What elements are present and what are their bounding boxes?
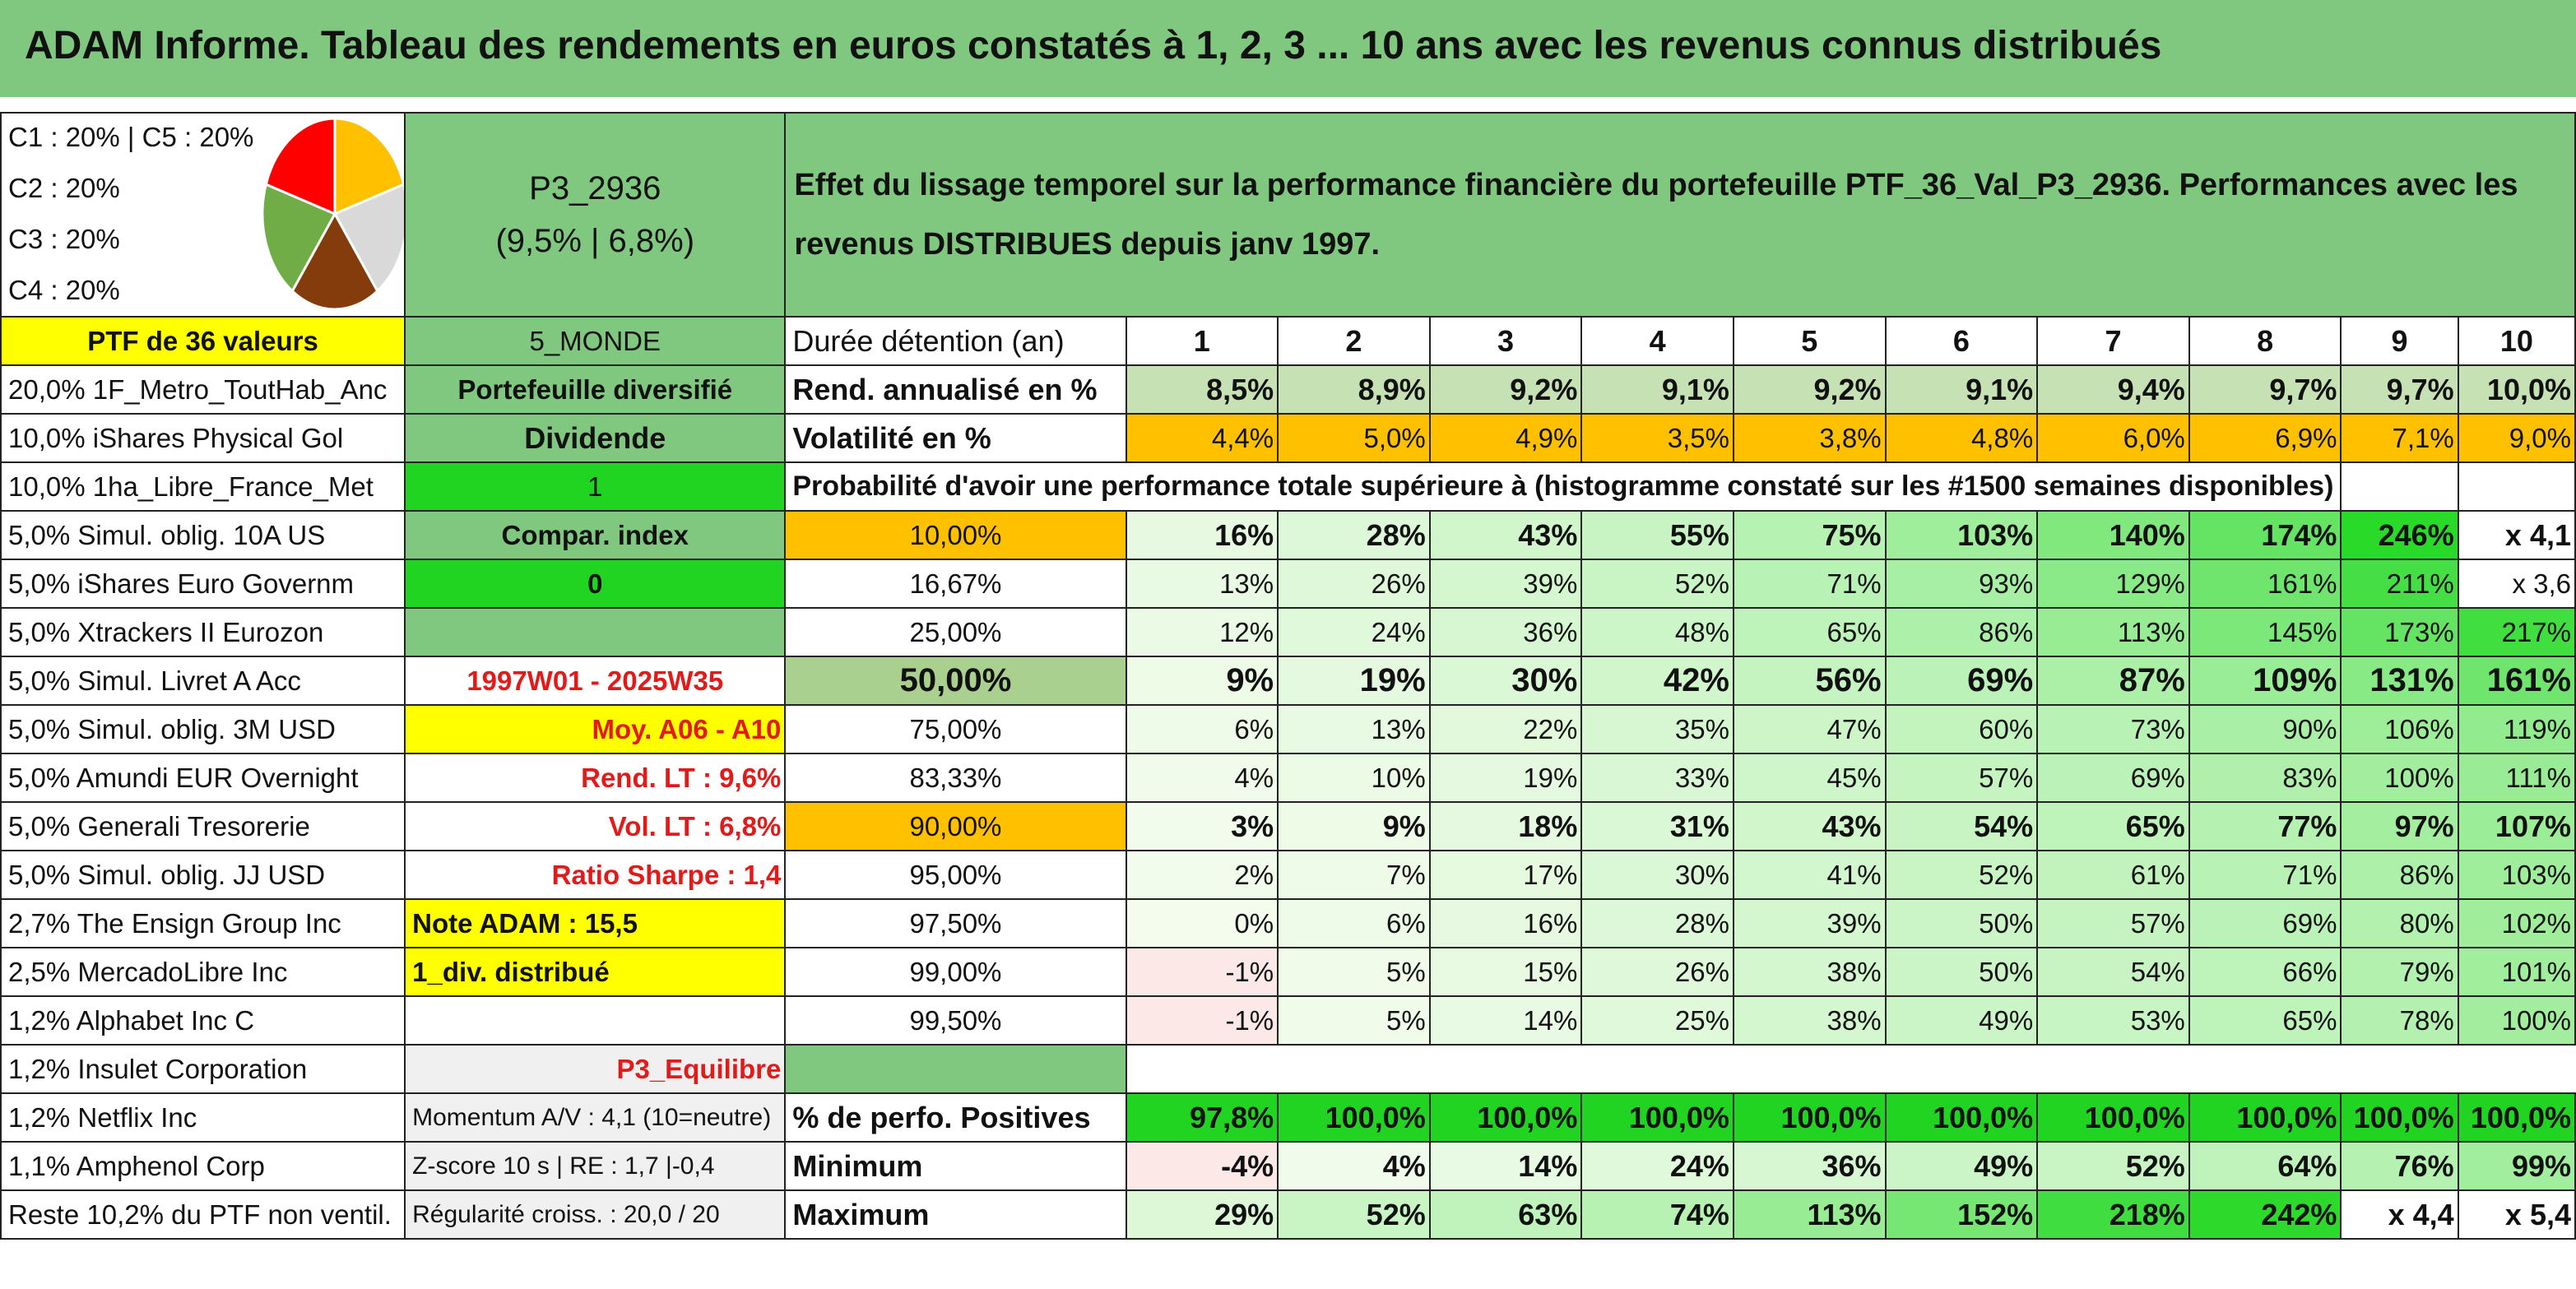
probability-value: 7% — [1278, 851, 1430, 899]
probability-value: 54% — [1886, 802, 2038, 851]
rend-value: 9,4% — [2037, 365, 2189, 414]
probability-value: 36% — [1430, 608, 1582, 656]
probability-value: 38% — [1734, 996, 1886, 1045]
holding-item: 5,0% Xtrackers II Eurozon — [1, 608, 405, 656]
probability-value: 28% — [1581, 899, 1734, 948]
probability-value: 140% — [2037, 511, 2189, 559]
probability-value: 52% — [1886, 851, 2038, 899]
probability-threshold: 95,00% — [785, 851, 1126, 899]
probability-value: 12% — [1126, 608, 1279, 656]
probability-value: 109% — [2189, 656, 2342, 705]
probability-value: 30% — [1581, 851, 1734, 899]
probability-value: 18% — [1430, 802, 1582, 851]
probability-value: 33% — [1581, 753, 1734, 802]
positives-label: % de perfo. Positives — [785, 1093, 1126, 1142]
probability-value: 17% — [1430, 851, 1582, 899]
vol-value: 6,9% — [2189, 414, 2342, 462]
probability-value: 100% — [2458, 996, 2575, 1045]
probability-value: 0% — [1126, 899, 1279, 948]
probability-value: 61% — [2037, 851, 2189, 899]
probability-value: 73% — [2037, 705, 2189, 753]
vol-value: 7,1% — [2341, 414, 2458, 462]
probability-threshold: 10,00% — [785, 511, 1126, 559]
compar-index-label: Compar. index — [405, 511, 785, 559]
legend-line-1: C1 : 20% | C5 : 20% — [8, 122, 254, 152]
probability-value: 100% — [2341, 753, 2458, 802]
holding-item: 5,0% Simul. Livret A Acc — [1, 656, 405, 705]
holding-item: 5,0% Amundi EUR Overnight — [1, 753, 405, 802]
holding-item: 20,0% 1F_Metro_ToutHab_Anc — [1, 365, 405, 414]
probability-value: 19% — [1278, 656, 1430, 705]
vol-value: 6,0% — [2037, 414, 2189, 462]
adam-note: Note ADAM : 15,5 — [405, 899, 785, 948]
rend-lt: Rend. LT : 9,6% — [405, 753, 785, 802]
probability-value: 6% — [1278, 899, 1430, 948]
probability-threshold: 97,50% — [785, 899, 1126, 948]
allocation-pie-chart — [261, 115, 405, 313]
probability-value: 39% — [1734, 899, 1886, 948]
probability-value: 14% — [1430, 996, 1582, 1045]
probability-value: 56% — [1734, 656, 1886, 705]
probability-value: 87% — [2037, 656, 2189, 705]
left-header: PTF de 36 valeurs — [1, 317, 405, 365]
moy-label: Moy. A06 - A10 — [405, 705, 785, 753]
maximum-value: 29% — [1126, 1190, 1279, 1239]
probability-value: 161% — [2458, 656, 2575, 705]
probability-value: 97% — [2341, 802, 2458, 851]
region-label: 5_MONDE — [405, 317, 785, 365]
probability-value: 111% — [2458, 753, 2575, 802]
minimum-value: 52% — [2037, 1142, 2189, 1190]
maximum-label: Maximum — [785, 1190, 1126, 1239]
probability-value: x 3,6 — [2458, 559, 2575, 608]
maximum-value: x 5,4 — [2458, 1190, 2575, 1239]
holding-item: 10,0% 1ha_Libre_France_Met — [1, 462, 405, 511]
probability-value: 28% — [1278, 511, 1430, 559]
probability-value: 246% — [2341, 511, 2458, 559]
probability-value: 129% — [2037, 559, 2189, 608]
positives-value: 100,0% — [2458, 1093, 2575, 1142]
empty-cell — [785, 1045, 1126, 1093]
minimum-value: 36% — [1734, 1142, 1886, 1190]
empty-cell — [405, 996, 785, 1045]
maximum-value: x 4,4 — [2341, 1190, 2458, 1239]
maximum-value: 74% — [1581, 1190, 1734, 1239]
minimum-label: Minimum — [785, 1142, 1126, 1190]
probability-value: 54% — [2037, 948, 2189, 996]
holding-item: 5,0% Generali Tresorerie — [1, 802, 405, 851]
probability-value: 78% — [2341, 996, 2458, 1045]
report-title: ADAM Informe. Tableau des rendements en euros constatés à 1, 2, 3 ... 10 ans avec les revenus connus distribués — [25, 24, 2162, 67]
maximum-value: 218% — [2037, 1190, 2189, 1239]
probability-value: 107% — [2458, 802, 2575, 851]
profile-label: P3_Equilibre — [405, 1045, 785, 1093]
probability-value: 35% — [1581, 705, 1734, 753]
positives-value: 100,0% — [1581, 1093, 1734, 1142]
portfolio-stats: (9,5% | 6,8%) — [495, 223, 695, 259]
probability-threshold: 75,00% — [785, 705, 1126, 753]
holding-item: 2,7% The Ensign Group Inc — [1, 899, 405, 948]
probability-value: x 4,1 — [2458, 511, 2575, 559]
maximum-value: 113% — [1734, 1190, 1886, 1239]
probability-value: 80% — [2341, 899, 2458, 948]
separator — [0, 97, 2576, 112]
probability-value: 79% — [2341, 948, 2458, 996]
performance-table — [0, 112, 2576, 1240]
minimum-value: 14% — [1430, 1142, 1582, 1190]
probability-value: 50% — [1886, 899, 2038, 948]
holding-item: 1,1% Amphenol Corp — [1, 1142, 405, 1190]
probability-value: 19% — [1430, 753, 1582, 802]
holding-item: 5,0% Simul. oblig. 10A US — [1, 511, 405, 559]
div-distrib: 1_div. distribué — [405, 948, 785, 996]
probability-value: 39% — [1430, 559, 1582, 608]
probability-value: 5% — [1278, 996, 1430, 1045]
year-header: 6 — [1886, 317, 2038, 365]
probability-value: 43% — [1430, 511, 1582, 559]
portfolio-code-cell — [405, 113, 785, 317]
rend-value: 9,1% — [1581, 365, 1734, 414]
probability-value: 103% — [2458, 851, 2575, 899]
probability-value: 69% — [1886, 656, 2038, 705]
probability-value: 65% — [2189, 996, 2342, 1045]
vol-value: 9,0% — [2458, 414, 2575, 462]
duration-label: Durée détention (an) — [785, 317, 1126, 365]
probability-value: 102% — [2458, 899, 2575, 948]
probability-value: 161% — [2189, 559, 2342, 608]
holding-item: 2,5% MercadoLibre Inc — [1, 948, 405, 996]
probability-value: 42% — [1581, 656, 1734, 705]
portfolio-code: P3_2936 — [529, 170, 661, 206]
vol-value: 4,8% — [1886, 414, 2038, 462]
probability-value: 60% — [1886, 705, 2038, 753]
holding-item: 1,2% Alphabet Inc C — [1, 996, 405, 1045]
probability-value: 90% — [2189, 705, 2342, 753]
probability-value: 106% — [2341, 705, 2458, 753]
probability-value: 71% — [1734, 559, 1886, 608]
probability-value: 38% — [1734, 948, 1886, 996]
rend-value: 8,5% — [1126, 365, 1279, 414]
probability-value: 71% — [2189, 851, 2342, 899]
holding-item: 10,0% iShares Physical Gol — [1, 414, 405, 462]
maximum-value: 52% — [1278, 1190, 1430, 1239]
holding-item: 5,0% iShares Euro Governm — [1, 559, 405, 608]
probability-value: 22% — [1430, 705, 1582, 753]
positives-value: 100,0% — [1886, 1093, 2038, 1142]
year-header: 9 — [2341, 317, 2458, 365]
probability-value: 57% — [2037, 899, 2189, 948]
regularite: Régularité croiss. : 20,0 / 20 — [405, 1190, 785, 1239]
positives-value: 100,0% — [2037, 1093, 2189, 1142]
probability-threshold: 99,50% — [785, 996, 1126, 1045]
minimum-value: 76% — [2341, 1142, 2458, 1190]
probability-caption: Probabilité d'avoir une performance totale supérieure à (histogramme constaté sur les #1500 semaines disponibles) — [785, 462, 2341, 511]
probability-value: 69% — [2189, 899, 2342, 948]
probability-value: 9% — [1126, 656, 1279, 705]
holding-item: 1,2% Insulet Corporation — [1, 1045, 405, 1093]
rend-value: 9,2% — [1734, 365, 1886, 414]
period-range: 1997W01 - 2025W35 — [405, 656, 785, 705]
rend-label: Rend. annualisé en % — [785, 365, 1126, 414]
probability-value: 103% — [1886, 511, 2038, 559]
positives-value: 100,0% — [2189, 1093, 2342, 1142]
probability-threshold: 16,67% — [785, 559, 1126, 608]
vol-value: 3,8% — [1734, 414, 1886, 462]
vol-lt: Vol. LT : 6,8% — [405, 802, 785, 851]
probability-threshold: 50,00% — [785, 656, 1126, 705]
probability-value: 45% — [1734, 753, 1886, 802]
rend-value: 10,0% — [2458, 365, 2575, 414]
holding-item: 5,0% Simul. oblig. JJ USD — [1, 851, 405, 899]
probability-threshold: 83,33% — [785, 753, 1126, 802]
probability-value: 65% — [2037, 802, 2189, 851]
holding-item: 1,2% Netflix Inc — [1, 1093, 405, 1142]
empty-cell — [2458, 462, 2575, 511]
empty-cell — [2341, 462, 2458, 511]
title-bar — [0, 0, 2576, 97]
legend-line-3: C3 : 20% — [8, 224, 120, 254]
maximum-value: 242% — [2189, 1190, 2342, 1239]
report-grid — [0, 112, 2576, 1240]
year-header: 10 — [2458, 317, 2575, 365]
holding-item: 5,0% Simul. oblig. 3M USD — [1, 705, 405, 753]
probability-value: 65% — [1734, 608, 1886, 656]
portfolio-description: Effet du lissage temporel sur la performance financière du portefeuille PTF_36_Val_P3_2936. Performances avec les revenus DISTRIBUES depuis janv 1997. — [785, 113, 2575, 317]
probability-value: 66% — [2189, 948, 2342, 996]
year-header: 5 — [1734, 317, 1886, 365]
minimum-value: 24% — [1581, 1142, 1734, 1190]
probability-value: 31% — [1581, 802, 1734, 851]
probability-value: 174% — [2189, 511, 2342, 559]
momentum: Momentum A/V : 4,1 (10=neutre) — [405, 1093, 785, 1142]
portfolio-type: Portefeuille diversifié — [405, 365, 785, 414]
probability-value: 119% — [2458, 705, 2575, 753]
compar-index-value: 0 — [405, 559, 785, 608]
probability-value: 5% — [1278, 948, 1430, 996]
probability-value: 75% — [1734, 511, 1886, 559]
probability-value: 69% — [2037, 753, 2189, 802]
positives-value: 100,0% — [1278, 1093, 1430, 1142]
probability-value: -1% — [1126, 948, 1279, 996]
minimum-value: 49% — [1886, 1142, 2038, 1190]
probability-value: 16% — [1430, 899, 1582, 948]
vol-value: 4,4% — [1126, 414, 1279, 462]
rend-value: 9,7% — [2189, 365, 2342, 414]
probability-value: 93% — [1886, 559, 2038, 608]
probability-value: 86% — [1886, 608, 2038, 656]
probability-value: 25% — [1581, 996, 1734, 1045]
probability-value: 26% — [1581, 948, 1734, 996]
rend-value: 9,2% — [1430, 365, 1582, 414]
year-header: 1 — [1126, 317, 1279, 365]
rend-value: 8,9% — [1278, 365, 1430, 414]
legend-line-2: C2 : 20% — [8, 173, 120, 203]
probability-value: 77% — [2189, 802, 2342, 851]
year-header: 7 — [2037, 317, 2189, 365]
probability-threshold: 25,00% — [785, 608, 1126, 656]
rend-value: 9,7% — [2341, 365, 2458, 414]
probability-value: 55% — [1581, 511, 1734, 559]
zscore: Z-score 10 s | RE : 1,7 |-0,4 — [405, 1142, 785, 1190]
year-header: 2 — [1278, 317, 1430, 365]
probability-value: 26% — [1278, 559, 1430, 608]
positives-value: 100,0% — [1734, 1093, 1886, 1142]
probability-value: 2% — [1126, 851, 1279, 899]
year-header: 3 — [1430, 317, 1582, 365]
probability-value: 3% — [1126, 802, 1279, 851]
probability-value: 48% — [1581, 608, 1734, 656]
probability-value: 173% — [2341, 608, 2458, 656]
maximum-value: 152% — [1886, 1190, 2038, 1239]
minimum-value: -4% — [1126, 1142, 1279, 1190]
vol-label: Volatilité en % — [785, 414, 1126, 462]
year-header: 8 — [2189, 317, 2342, 365]
maximum-value: 63% — [1430, 1190, 1582, 1239]
minimum-value: 99% — [2458, 1142, 2575, 1190]
probability-threshold: 90,00% — [785, 802, 1126, 851]
legend-cell — [1, 113, 405, 317]
vol-value: 5,0% — [1278, 414, 1430, 462]
probability-value: 57% — [1886, 753, 2038, 802]
probability-value: 86% — [2341, 851, 2458, 899]
sharpe-ratio: Ratio Sharpe : 1,4 — [405, 851, 785, 899]
probability-value: 10% — [1278, 753, 1430, 802]
probability-value: 41% — [1734, 851, 1886, 899]
probability-value: 24% — [1278, 608, 1430, 656]
probability-value: 101% — [2458, 948, 2575, 996]
probability-value: 113% — [2037, 608, 2189, 656]
probability-value: -1% — [1126, 996, 1279, 1045]
probability-value: 13% — [1126, 559, 1279, 608]
vol-value: 3,5% — [1581, 414, 1734, 462]
legend-line-4: C4 : 20% — [8, 275, 120, 305]
probability-value: 131% — [2341, 656, 2458, 705]
probability-threshold: 99,00% — [785, 948, 1126, 996]
dividend-label: Dividende — [405, 414, 785, 462]
holding-item: Reste 10,2% du PTF non ventil. — [1, 1190, 405, 1239]
probability-value: 53% — [2037, 996, 2189, 1045]
positives-value: 100,0% — [1430, 1093, 1582, 1142]
probability-value: 83% — [2189, 753, 2342, 802]
positives-value: 97,8% — [1126, 1093, 1279, 1142]
rend-value: 9,1% — [1886, 365, 2038, 414]
probability-value: 30% — [1430, 656, 1582, 705]
empty-cell — [1126, 1045, 2575, 1093]
probability-value: 6% — [1126, 705, 1279, 753]
probability-value: 9% — [1278, 802, 1430, 851]
probability-value: 16% — [1126, 511, 1279, 559]
vol-value: 4,9% — [1430, 414, 1582, 462]
minimum-value: 4% — [1278, 1142, 1430, 1190]
probability-value: 50% — [1886, 948, 2038, 996]
probability-value: 211% — [2341, 559, 2458, 608]
probability-value: 43% — [1734, 802, 1886, 851]
probability-value: 4% — [1126, 753, 1279, 802]
minimum-value: 64% — [2189, 1142, 2342, 1190]
dividend-value: 1 — [405, 462, 785, 511]
probability-value: 49% — [1886, 996, 2038, 1045]
probability-value: 145% — [2189, 608, 2342, 656]
empty-cell — [405, 608, 785, 656]
positives-value: 100,0% — [2341, 1093, 2458, 1142]
probability-value: 52% — [1581, 559, 1734, 608]
year-header: 4 — [1581, 317, 1734, 365]
probability-value: 13% — [1278, 705, 1430, 753]
probability-value: 47% — [1734, 705, 1886, 753]
probability-value: 15% — [1430, 948, 1582, 996]
probability-value: 217% — [2458, 608, 2575, 656]
